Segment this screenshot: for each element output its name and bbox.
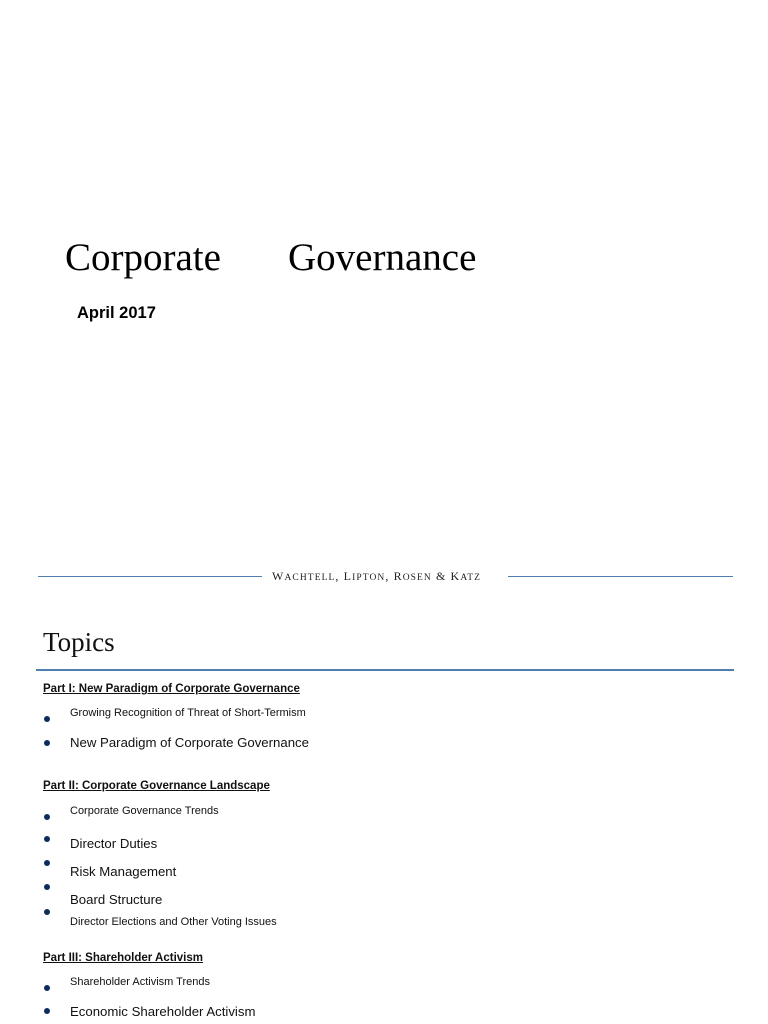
bullet-icon [44, 985, 50, 991]
firm-letter: L [343, 569, 353, 583]
firm-letter: W [272, 569, 285, 583]
bullet-icon [44, 1008, 50, 1014]
topics-heading-rule [36, 669, 734, 671]
part-title: Part III: Shareholder Activism [43, 952, 203, 964]
firm-part: OSEN [402, 573, 432, 583]
list-item: Growing Recognition of Threat of Short-Termism [70, 707, 306, 719]
list-item: New Paradigm of Corporate Governance [70, 735, 309, 750]
list-item: Risk Management [70, 864, 177, 879]
title-word-corporate: Corporate [65, 236, 221, 279]
title-word-governance: Governance [288, 236, 477, 279]
bullet-icon [44, 836, 50, 842]
firm-part: ACHTELL [284, 573, 336, 583]
bullet-icon [44, 884, 50, 890]
part-title: Part II: Corporate Governance Landscape [43, 780, 270, 792]
list-item: Shareholder Activism Trends [70, 976, 211, 988]
part-title: Part I: New Paradigm of Corporate Governance [43, 683, 300, 695]
list-item: Director Duties [70, 836, 158, 851]
firm-letter: K [450, 569, 461, 583]
cover-date: April 2017 [77, 304, 156, 322]
firm-letter: R [393, 569, 403, 583]
list-item: Director Elections and Other Voting Issues [70, 916, 277, 928]
firm-part: ATZ [460, 573, 482, 583]
firm-name: WACHTELL, LIPTON, ROSEN & KATZ [272, 569, 482, 583]
list-item: Corporate Governance Trends [70, 805, 219, 817]
firm-part: IPTON [352, 573, 386, 583]
footer-rule-right [508, 576, 733, 577]
topics-heading: Topics [43, 627, 115, 657]
list-item: Board Structure [70, 892, 163, 907]
footer-rule-left [38, 576, 262, 577]
bullet-icon [44, 740, 50, 746]
list-item: Economic Shareholder Activism [70, 1004, 256, 1019]
bullet-icon [44, 716, 50, 722]
bullet-icon [44, 860, 50, 866]
bullet-icon [44, 909, 50, 915]
bullet-icon [44, 814, 50, 820]
